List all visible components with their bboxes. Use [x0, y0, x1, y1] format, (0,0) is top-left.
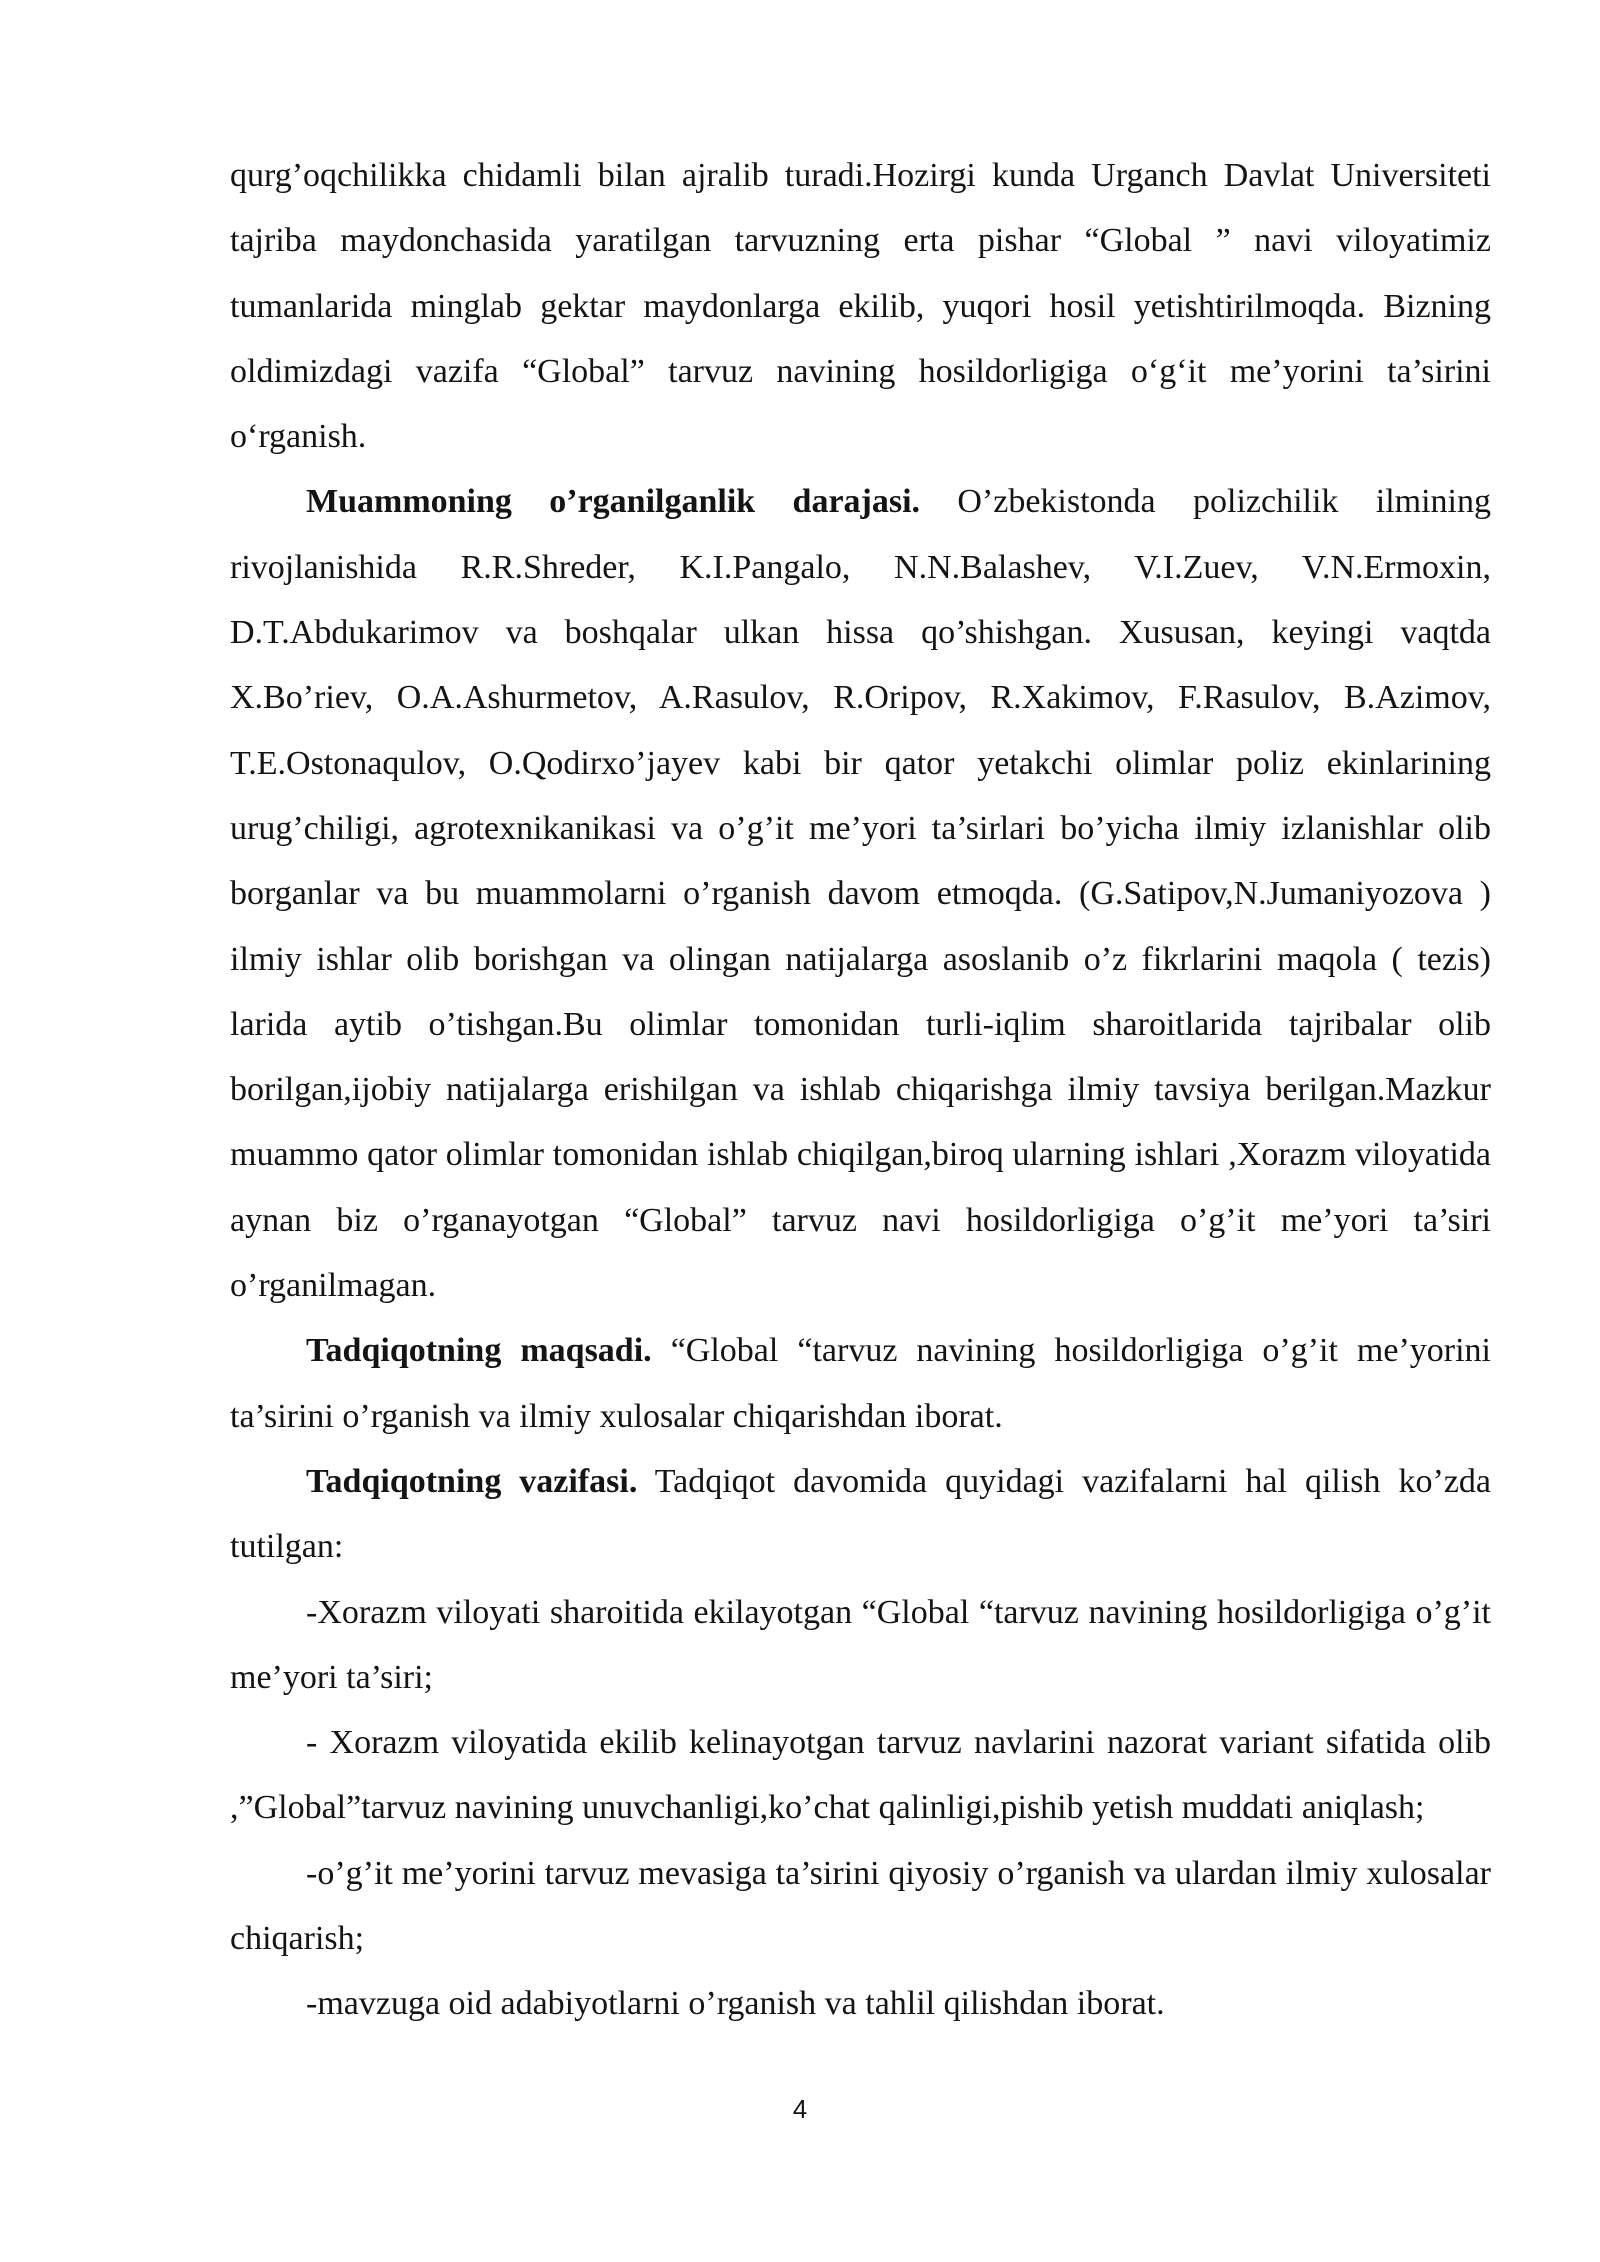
section-heading-research-goal: Tadqiqotning maqsadi. [306, 1332, 652, 1370]
paragraph-text: qurg’oqchilikka chidamli bilan ajralib turadi.Hozirgi kunda Urganch Davlat Universiteti tajriba maydonchasida yaratilgan tarvuzning erta pishar “Global ” navi viloyatimiz tumanlarida minglab gektar maydonlarga ekilib, yuqori hosil yetishtirilmoqda. Bizning oldimizdagi vazifa “Global” tarvuz navining hosildorligiga o‘g‘it me’yorini ta’sirini o‘rganish. [230, 157, 1491, 456]
paragraph-text: O’zbekistonda polizchilik ilmining rivojlanishida R.R.Shreder, K.I.Pangalo, N.N.Balashev, V.I.Zuev, V.N.Ermoxin, D.T.Abdukarimov va boshqalar ulkan hissa qo’shishgan. Xususan, keyingi vaqtda X.Bo’riev, O.A.Ashurmetov, A.Rasulov, R.Oripov, R.Xakimov, F.Rasulov, B.Azimov, T.E.Ostonaqulov, O.Qodirxo’jayev kabi bir qator yetakchi olimlar poliz ekinlarining urug’chiligi, agrotexnikanikasi va o’g’it me’yori ta’sirlari bo’yicha ilmiy izlanishlar olib borganlar va bu muammolarni o’rganish davom etmoqda. (G.Satipov,N.Jumaniyozova ) ilmiy ishlar olib borishgan va olingan natijalarga asoslanib o’z fikrlarini maqola ( tezis) larida aytib o’tishgan.Bu olimlar tomonidan turli-iqlim sharoitlarida tajribalar olib borilgan,ijobiy natijalarga erishilgan va ishlab chiqarishga ilmiy tavsiya berilgan.Mazkur muammo qator olimlar tomonidan ishlab chiqilgan,biroq ularning ishlari ,Xorazm viloyatida aynan biz o’rganayotgan “Global” tarvuz navi hosildorligiga o’g’it me’yori ta’siri o’rganilmagan. [230, 483, 1491, 1305]
paragraph-research-level [230, 469, 1491, 1318]
paragraph-text: “Global “tarvuz navining hosildorligiga o’g’it me’yorini ta’sirini o’rganish va ilmiy xulosalar chiqarishdan iborat. [230, 1332, 1491, 1435]
task-text: -mavzuga oid adabiyotlarni o’rganish va tahlil qilishdan iborat. [306, 1985, 1165, 2023]
task-list-item [230, 1971, 1491, 2036]
task-text: -Xorazm viloyati sharoitida ekilayotgan “Global “tarvuz navining hosildorligiga o’g’it me’yori ta’siri; [230, 1593, 1491, 1696]
body-text [230, 143, 1491, 2037]
page-number: 4 [792, 2094, 808, 2124]
paragraph-research-goal [230, 1318, 1491, 1449]
section-heading-research-level: Muammoning o’rganilganlik darajasi. [306, 483, 921, 521]
task-text: -o’g’it me’yorini tarvuz mevasiga ta’sirini qiyosiy o’rganish va ulardan ilmiy xulosalar chiqarish; [230, 1854, 1491, 1958]
paragraph-research-tasks [230, 1449, 1491, 1580]
paragraph-text: Tadqiqot davomida quyidagi vazifalarni hal qilish ko’zda tutilgan: [230, 1462, 1491, 1566]
task-list-item [230, 1710, 1491, 1841]
task-list-item [230, 1580, 1491, 1711]
section-heading-research-tasks: Tadqiqotning vazifasi. [306, 1462, 638, 1500]
task-list-item [230, 1841, 1491, 1972]
paragraph-intro-continuation [230, 143, 1491, 469]
task-text: - Xorazm viloyatida ekilib kelinayotgan tarvuz navlarini nazorat variant sifatida olib ,”Global”tarvuz navining unuvchanligi,ko’chat qalinligi,pishib yetish muddati aniqlash; [230, 1724, 1491, 1827]
